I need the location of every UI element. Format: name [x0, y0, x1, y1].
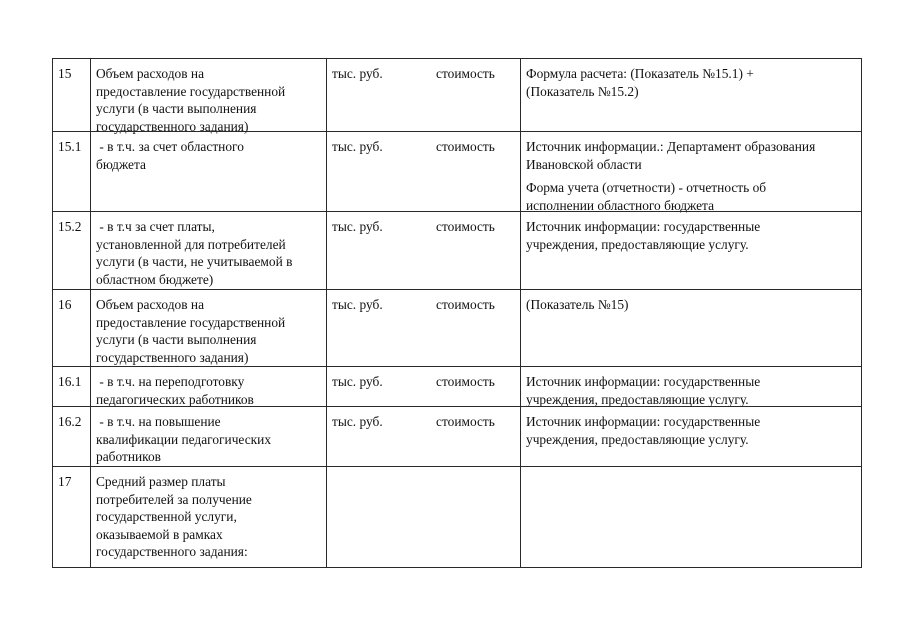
name-line: предоставление государственной: [96, 83, 286, 99]
table-border-right: [861, 58, 862, 567]
unit: тыс. руб.: [332, 139, 383, 154]
name-line: государственного задания): [96, 349, 249, 365]
indicator-name: [90, 407, 326, 467]
name-line: услуги (в части выполнения: [96, 101, 257, 116]
name-line: установленной для потребителей: [96, 236, 286, 252]
indicator-type: стоимость: [436, 66, 495, 81]
name-line: Средний размер платы: [96, 474, 226, 489]
table-row: [52, 211, 862, 290]
desc-line: (Показатель №15.2): [526, 83, 639, 99]
name-line: - в т.ч. на повышение: [96, 414, 221, 429]
reporting-form: [526, 179, 858, 214]
table-border-left: [52, 58, 53, 567]
column-divider: [326, 58, 327, 567]
column-divider: [520, 58, 521, 567]
information-source: [520, 407, 862, 467]
indicator-type: стоимость: [436, 139, 495, 154]
name-line: государственного задания): [96, 118, 249, 134]
unit: тыс. руб.: [332, 66, 383, 81]
desc-line: исполнении областного бюджета: [526, 197, 715, 213]
indicator-name: [90, 467, 326, 567]
desc-line: Источник информации: государственные: [526, 219, 761, 234]
row-number: 15: [58, 66, 72, 81]
name-line: потребителей за получение: [96, 491, 252, 507]
table-row: [52, 58, 862, 132]
name-line: квалификации педагогических: [96, 431, 272, 447]
row-number: 16.2: [58, 414, 82, 429]
indicator-type: стоимость: [436, 374, 495, 389]
row-number: 16.1: [58, 374, 82, 389]
name-line: предоставление государственной: [96, 314, 286, 330]
table-row: [52, 131, 862, 212]
desc-line: Источник информации.: Департамент образования: [526, 139, 816, 154]
indicator-type: стоимость: [436, 297, 495, 312]
name-line: - в т.ч. на переподготовку: [96, 374, 245, 389]
desc-line: учреждения, предоставляющие услугу.: [526, 391, 749, 407]
unit: тыс. руб.: [332, 219, 383, 234]
desc-line: Источник информации: государственные: [526, 414, 761, 429]
information-source: [520, 367, 862, 407]
desc-line: Форма учета (отчетности) - отчетность об: [526, 180, 767, 195]
indicator-type: стоимость: [436, 219, 495, 234]
table-row: [52, 366, 862, 407]
indicator-name: [90, 367, 326, 407]
name-line: областном бюджете): [96, 271, 214, 287]
calculation-method: [520, 290, 862, 367]
name-line: государственного задания:: [96, 544, 248, 559]
row-number: 15.1: [58, 139, 82, 154]
row-number: 15.2: [58, 219, 82, 234]
table-row: [52, 466, 862, 568]
name-line: оказываемой в рамках: [96, 526, 223, 542]
desc-line: (Показатель №15): [526, 297, 629, 312]
name-line: государственной услуги,: [96, 509, 237, 524]
name-line: Объем расходов на: [96, 297, 205, 312]
indicator-name: [90, 59, 326, 132]
name-line: педагогических работников: [96, 391, 254, 407]
desc-line: учреждения, предоставляющие услугу.: [526, 236, 749, 252]
column-divider: [90, 58, 91, 567]
name-line: работников: [96, 449, 161, 464]
desc-line: Ивановской области: [526, 156, 642, 172]
name-line: Объем расходов на: [96, 66, 205, 81]
row-number: 17: [58, 474, 72, 489]
name-line: услуги (в части выполнения: [96, 332, 257, 347]
calculation-method: [520, 59, 862, 132]
indicator-name: [90, 290, 326, 367]
unit: тыс. руб.: [332, 374, 383, 389]
row-number: 16: [58, 297, 72, 312]
information-source: [520, 132, 862, 212]
unit: тыс. руб.: [332, 414, 383, 429]
indicator-type: [430, 467, 520, 567]
table-row: [52, 289, 862, 367]
name-line: - в т.ч. за счет областного: [96, 139, 244, 154]
desc-line: учреждения, предоставляющие услугу.: [526, 431, 749, 447]
indicator-name: [90, 212, 326, 290]
unit: [326, 467, 430, 567]
information-source: [520, 212, 862, 290]
calculation-method: [520, 467, 862, 567]
name-line: бюджета: [96, 156, 146, 172]
desc-line: Источник информации: государственные: [526, 374, 761, 389]
desc-line: Формула расчета: (Показатель №15.1) +: [526, 66, 754, 81]
indicator-name: [90, 132, 326, 212]
indicator-type: стоимость: [436, 414, 495, 429]
unit: тыс. руб.: [332, 297, 383, 312]
name-line: услуги (в части, не учитываемой в: [96, 254, 293, 269]
name-line: - в т.ч за счет платы,: [96, 219, 215, 234]
table-row: [52, 406, 862, 467]
